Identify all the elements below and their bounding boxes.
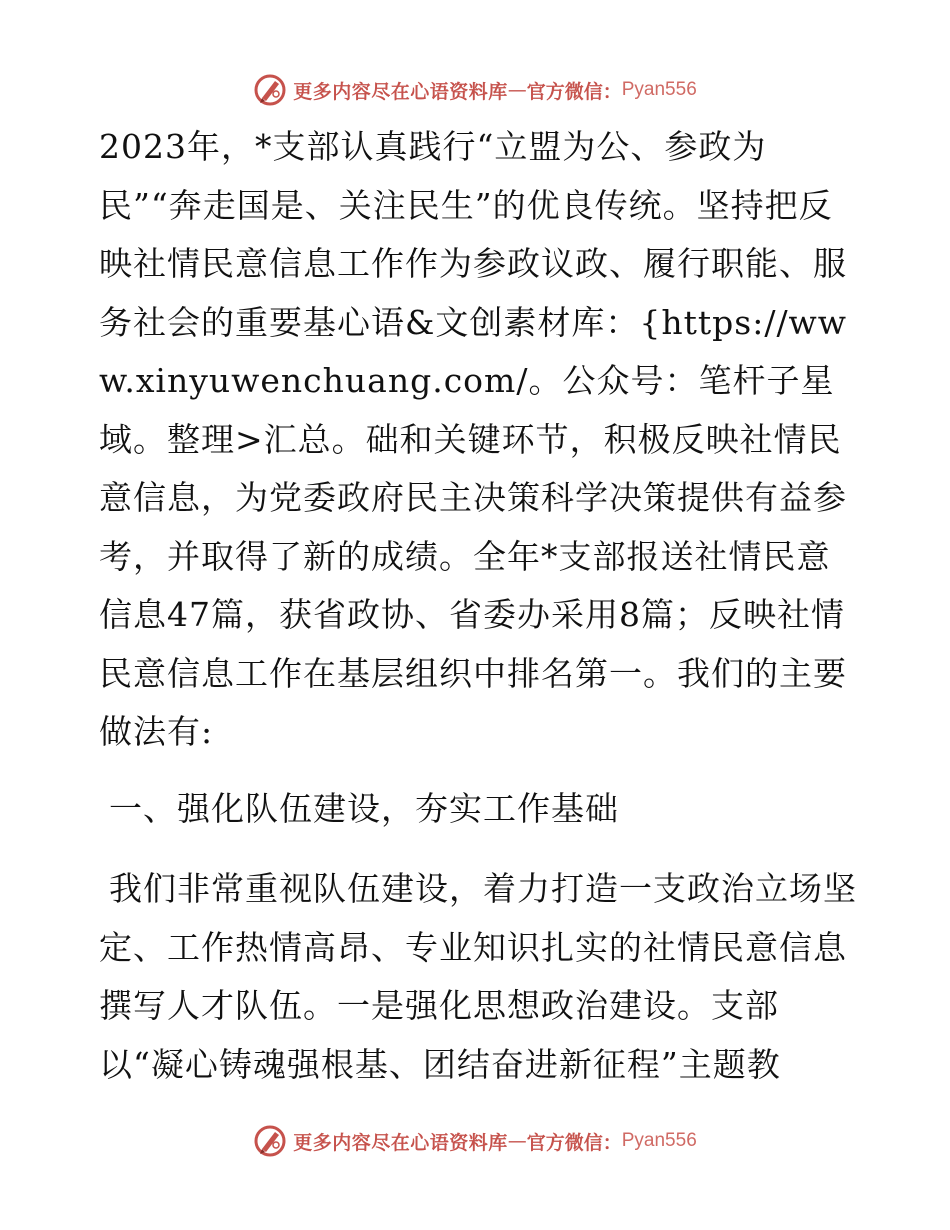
- paragraph-intro: 2023年，*支部认真践行“立盟为公、参政为民”“奔走国是、关注民生”的优良传统。坚持把反映社情民意信息工作作为参政议政、履行职能、服务社会的重要基心语&文创素材库：{https://www.xinyuwenchuang.com/。公众号：笔杆子星域。整理>汇总。础和关键环节，积极反映社情民意信息，为党委政府民主决策科学决策提供有益参考，并取得了新的成绩。全年*支部报送社情民意信息47篇，获省政协、省委办采用8篇；反映社情民意信息工作在基层组织中排名第一。我们的主要做法有:: [99, 127, 848, 751]
- pen-logo-icon: [253, 73, 287, 107]
- watermark-separator: —: [507, 1130, 527, 1152]
- watermark-wechat-id: Pyan556: [621, 1130, 697, 1151]
- watermark-separator: —: [507, 79, 527, 101]
- watermark-official-label: 官方微信：: [526, 1131, 622, 1154]
- section-heading-1: 一、强化队伍建设，夯实工作基础: [109, 788, 619, 828]
- watermark-link-text: 更多内容尽在心语资料库: [293, 80, 508, 103]
- footer-watermark: [0, 1121, 950, 1161]
- watermark-official-label: 官方微信：: [526, 80, 622, 103]
- paragraph-team-building: 我们非常重视队伍建设，着力打造一支政治立场坚定、工作热情高昂、专业知识扎实的社情民意信息撰写人才队伍。一是强化思想政治建设。支部以“凝心铸魂强根基、团结奋进新征程”主题教: [99, 869, 857, 1084]
- watermark-wechat-id: Pyan556: [621, 79, 697, 100]
- document-body: [99, 118, 859, 1094]
- watermark-link-text: 更多内容尽在心语资料库: [293, 1131, 508, 1154]
- pen-logo-icon: [253, 1124, 287, 1158]
- header-watermark: [0, 70, 950, 110]
